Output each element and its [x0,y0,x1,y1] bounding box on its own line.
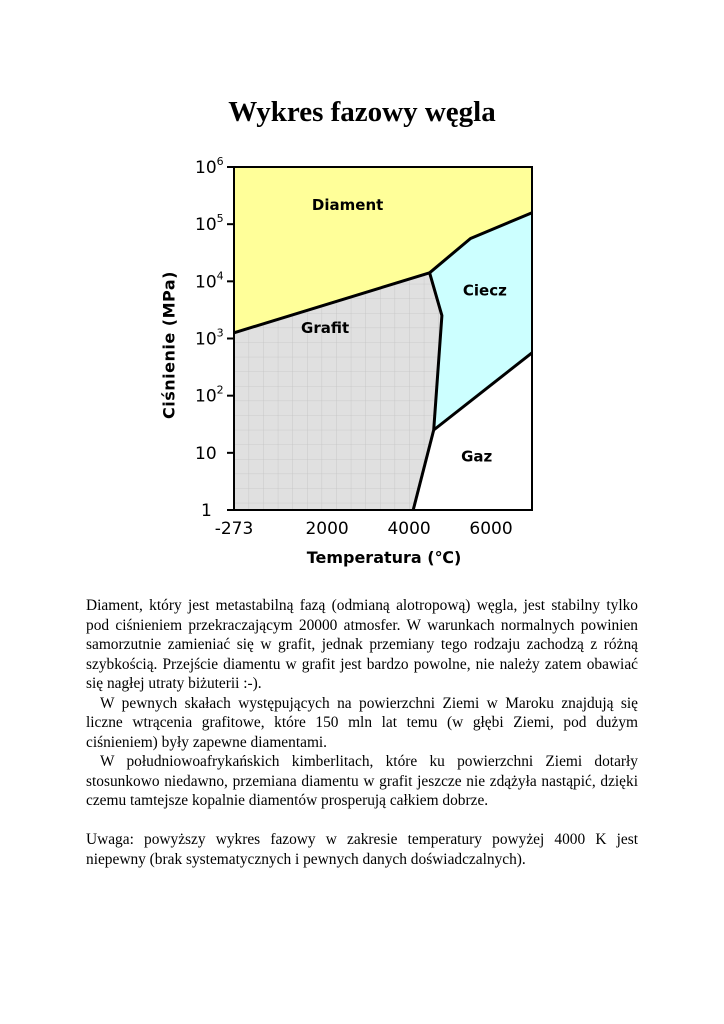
x-tick-label: -273 [214,519,254,539]
paragraph: W pewnych skałach występujących na powierzchni Ziemi w Maroku znajdują się liczne wtrącenia grafitowe, które 150 mln lat temu (w głębi Ziemi, pod dużym ciśnieniem) były zapewne diamentami. [86,694,638,751]
region-label-gaz: Gaz [461,447,493,466]
region-label-diament: Diament [311,195,384,214]
y-tick-exponent: 6 [216,155,224,168]
y-tick-exponent: 3 [216,326,224,340]
y-tick-exponent: 5 [216,212,224,226]
x-tick-label: 4000 [387,519,431,539]
x-tick-label: 2000 [305,519,349,539]
paragraph: Diament, który jest metastabilną fazą (odmianą alotropową) węgla, jest stabilny tylko pod ciśnieniem przekraczającym 20000 atmosfer. W warunkach normalnych powinien samorzutnie zamieniać się w grafit, jednak przemiany tego rodzaju zachodzą z różną szybkością. Przejście diamentu w grafit jest bardzo powolne, nie należy zatem obawiać się nagłej utraty biżuterii :-). [86,597,638,692]
note-paragraph: Uwaga: powyższy wykres fazowy w zakresie temperatury powyżej 4000 K jest niepewny (brak systematycznych i pewnych danych doświadczalnych). [86,831,638,868]
region-label-ciecz: Ciecz [462,281,507,300]
y-tick-exponent: 4 [216,269,224,283]
x-tick-label: 6000 [469,519,513,539]
y-tick-label: $10^5$ [195,212,224,236]
paragraph: W południowoafrykańskich kimberlitach, które ku powierzchni Ziemi dotarły stosunkowo niedawno, przemiana diamentu w grafit jeszcze nie zdążyła nastąpić, dzięki czemu tamtejsze kopalnie diamentów prosperują całkiem dobrze. [86,753,638,809]
y-tick-label: $10^4$ [195,269,224,293]
y-tick-label: 10 [195,443,217,464]
y-axis-label: Ciśnienie (MPa) [159,271,179,419]
region-label-grafit: Grafit [301,318,350,337]
y-tick-label: $10^2$ [195,383,224,407]
x-axis-label: Temperatura (℃) [306,548,462,567]
y-tick-exponent: 2 [216,383,224,397]
page-title: Wykres fazowy węgla [228,96,496,128]
body-text [86,596,638,869]
y-tick-label: $10^6$ [195,155,224,178]
y-tick-label: 1 [201,501,212,521]
y-tick-label: $10^3$ [195,326,224,350]
